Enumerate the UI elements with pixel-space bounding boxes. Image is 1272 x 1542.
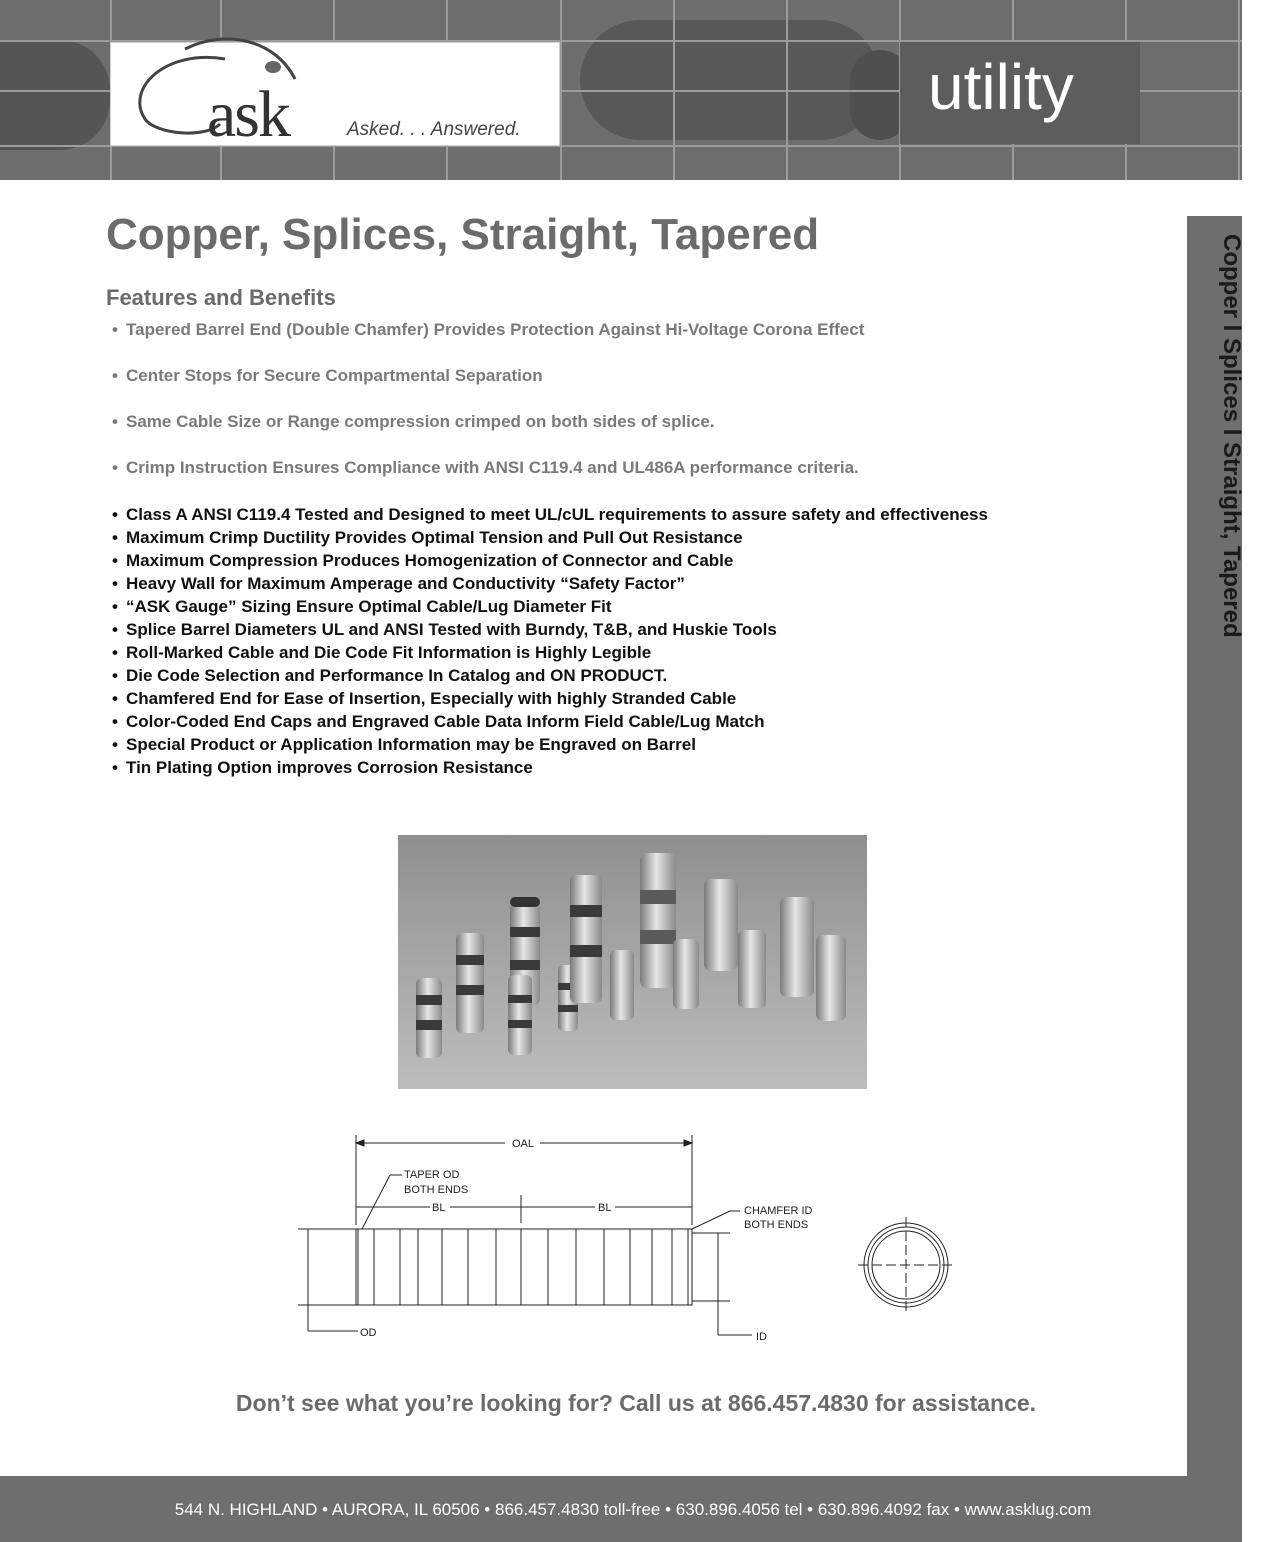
footer-address: 544 N. HIGHLAND • AURORA, IL 60506 • 866.457.4830 toll-free • 630.896.4056 tel • 630.896.4092 fax • www.asklug.com bbox=[174, 1500, 1092, 1519]
list-item: • Class A ANSI C119.4 Tested and Designed to meet UL/cUL requirements to assure safety and effectiveness bbox=[112, 505, 988, 524]
header-lug-image bbox=[0, 40, 110, 150]
side-tab-label: Copper l Splices l Straight, Tapered bbox=[1218, 234, 1245, 638]
list-item: • Roll-Marked Cable and Die Code Fit Information is Highly Legible bbox=[112, 643, 652, 662]
list-item: • Tin Plating Option improves Corrosion Resistance bbox=[112, 758, 533, 777]
bl-left-label: BL bbox=[432, 1202, 446, 1214]
splices-photo-illustration bbox=[398, 835, 867, 1089]
product-photo bbox=[398, 835, 867, 1089]
taper-od-label-2: BOTH ENDS bbox=[404, 1184, 469, 1196]
list-item: • Splice Barrel Diameters UL and ANSI Tested with Burndy, T&B, and Huskie Tools bbox=[112, 620, 777, 639]
list-item: • Chamfered End for Ease of Insertion, Especially with highly Stranded Cable bbox=[112, 689, 737, 708]
list-item: • Color-Coded End Caps and Engraved Cable Data Inform Field Cable/Lug Match bbox=[112, 712, 765, 731]
logo-text: ask bbox=[207, 78, 289, 151]
id-label: ID bbox=[756, 1331, 767, 1343]
list-item: • Tapered Barrel End (Double Chamfer) Provides Protection Against Hi-Voltage Corona Effect bbox=[112, 320, 865, 339]
oal-label: OAL bbox=[512, 1138, 535, 1150]
list-item: • Maximum Crimp Ductility Provides Optimal Tension and Pull Out Resistance bbox=[112, 528, 743, 547]
features-list-primary bbox=[112, 503, 988, 779]
header-lug-image bbox=[580, 20, 880, 140]
list-item: • Maximum Compression Produces Homogenization of Connector and Cable bbox=[112, 551, 734, 570]
features-heading: Features and Benefits bbox=[106, 285, 336, 310]
splice-dimension-diagram bbox=[290, 1125, 970, 1355]
list-item: • Die Code Selection and Performance In Catalog and ON PRODUCT. bbox=[112, 666, 668, 685]
logo bbox=[110, 42, 560, 151]
features-list-secondary bbox=[112, 318, 864, 502]
list-item: • Heavy Wall for Maximum Amperage and Conductivity “Safety Factor” bbox=[112, 574, 685, 593]
taper-od-label: TAPER OD bbox=[404, 1169, 460, 1181]
chamfer-id-label-2: BOTH ENDS bbox=[744, 1219, 809, 1231]
section-label: utility bbox=[928, 51, 1074, 123]
bl-right-label: BL bbox=[598, 1202, 612, 1214]
logo-tagline: Asked. . . Answered. bbox=[347, 119, 521, 140]
list-item: • Special Product or Application Information may be Engraved on Barrel bbox=[112, 735, 696, 754]
od-label: OD bbox=[360, 1327, 377, 1339]
chamfer-id-label: CHAMFER ID bbox=[744, 1205, 813, 1217]
list-item: • Same Cable Size or Range compression crimped on both sides of splice. bbox=[112, 412, 715, 431]
call-to-action: Don’t see what you’re looking for? Call us at 866.457.4830 for assistance. bbox=[235, 1390, 1037, 1416]
list-item: • “ASK Gauge” Sizing Ensure Optimal Cable/Lug Diameter Fit bbox=[112, 597, 612, 616]
page-title: Copper, Splices, Straight, Tapered bbox=[106, 210, 820, 259]
list-item: • Center Stops for Secure Compartmental Separation bbox=[112, 366, 543, 385]
list-item: • Crimp Instruction Ensures Compliance with ANSI C119.4 and UL486A performance criteria. bbox=[112, 458, 859, 477]
